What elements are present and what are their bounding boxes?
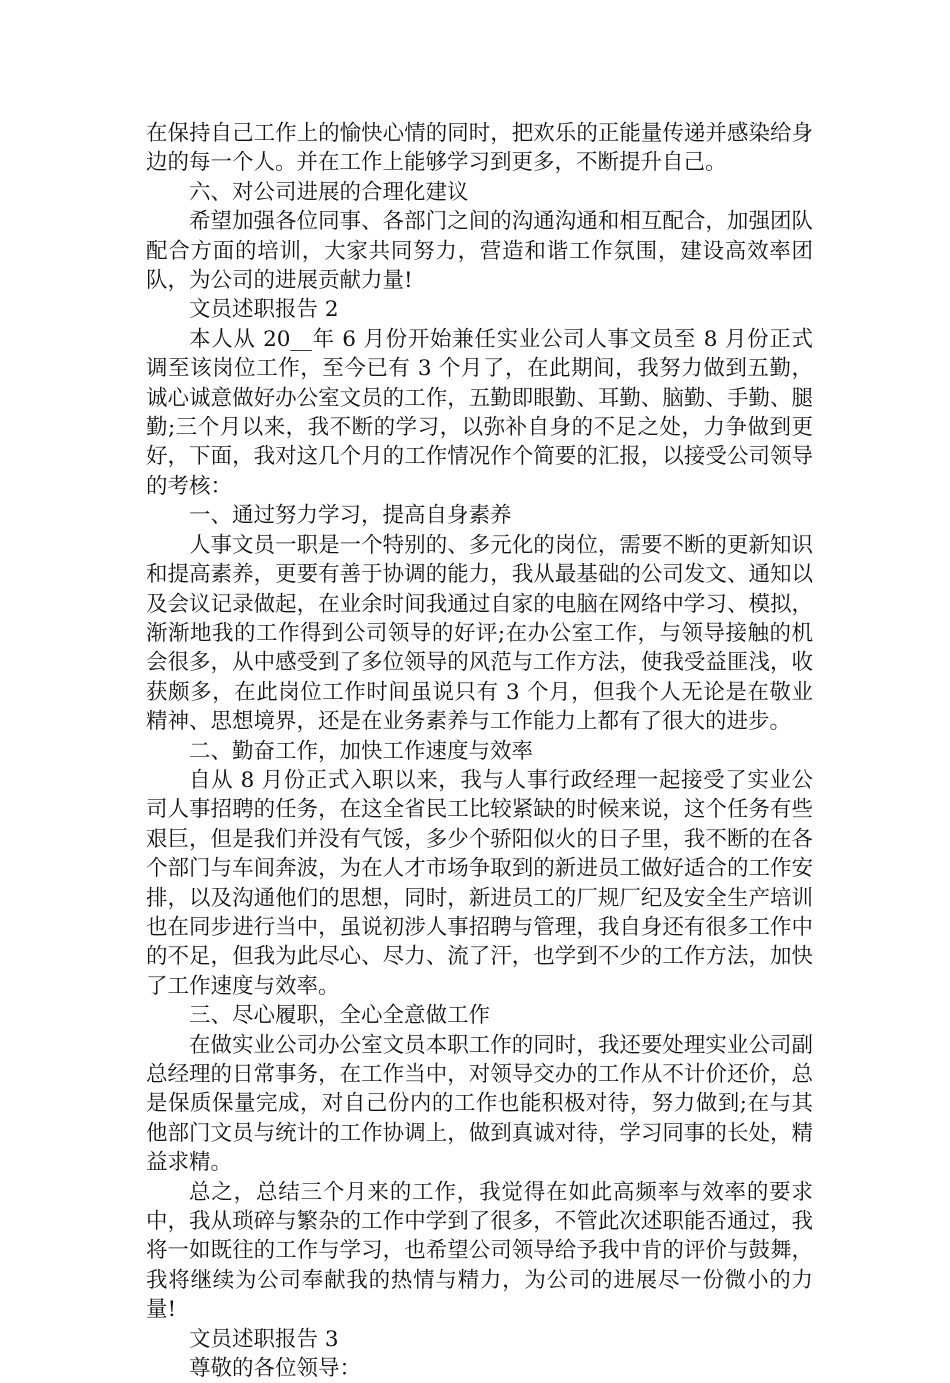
paragraph-continuation: 在保持自己工作上的愉快心情的同时，把欢乐的正能量传递并感染给身边的每一个人。并在工作上能够学习到更多，不断提升自己。: [146, 121, 813, 176]
body-paragraph: 在做实业公司办公室文员本职工作的同时，我还要处理实业公司副总经理的日常事务，在工作当中，对领导交办的工作从不计价还价，总是保质保量完成，对自己份内的工作也能积极对待，努力做到;在与其他部门文员与统计的工作协调上，做到真诚对待，学习同事的长处，精益求精。: [146, 1032, 813, 1176]
section-heading: 二、勤奋工作，加快工作速度与效率: [189, 738, 534, 764]
body-paragraph: 自从 8 月份正式入职以来，我与人事行政经理一起接受了实业公司人事招聘的任务，在这全省民工比较紧缺的时候来说，这个任务有些艰巨，但是我们并没有气馁，多少个骄阳似火的日子里，我不断的在各个部门与车间奔波，为在人才市场争取到的新进员工做好适合的工作安排，以及沟通他们的思想，同时，新进员工的厂规厂纪及安全生产培训也在同步进行当中，虽说初涉人事招聘与管理，我自身还有很多工作中的不足，但我为此尽心、尽力、流了汗，也学到不少的工作方法，加快了工作速度与效率。: [146, 767, 813, 999]
body-paragraph: 本人从 20__年 6 月份开始兼任实业公司人事文员至 8 月份正式调至该岗位工作，至今已有 3 个月了，在此期间，我努力做到五勤，诚心诚意做好办公室文员的工作，五勤即眼勤、耳勤、脑勤、手勤、腿勤;三个月以来，我不断的学习，以弥补自身的不足之处，力争做到更好，下面，我对这几个月的工作情况作个简要的汇报，以接受公司领导的考核：: [146, 326, 813, 499]
report-title: 文员述职报告 2: [189, 297, 339, 323]
report-title: 文员述职报告 3: [189, 1326, 339, 1352]
section-heading: 三、尽心履职，全心全意做工作: [189, 1003, 491, 1029]
body-paragraph: 希望加强各位同事、各部门之间的沟通沟通和相互配合，加强团队配合方面的培训，大家共同努力，营造和谐工作氛围，建设高效率团队，为公司的进展贡献力量!: [146, 209, 813, 294]
section-heading: 一、通过努力学习，提高自身素养: [189, 503, 512, 529]
salutation: 尊敬的各位领导：: [189, 1356, 362, 1382]
section-heading: 六、对公司进展的合理化建议: [189, 179, 469, 205]
body-paragraph: 人事文员一职是一个特别的、多元化的岗位，需要不断的更新知识和提高素养，更要有善于协调的能力，我从最基础的公司发文、通知以及会议记录做起，在业余时间我通过自家的电脑在网络中学习、模拟，渐渐地我的工作得到公司领导的好评;在办公室工作，与领导接触的机会很多，从中感受到了多位领导的风范与工作方法，使我受益匪浅，收获颇多，在此岗位工作时间虽说只有 3 个月，但我个人无论是在敬业精神、思想境界，还是在业务素养与工作能力上都有了很大的进步。: [146, 532, 813, 735]
document-page: [146, 119, 813, 1383]
body-paragraph: 总之，总结三个月来的工作，我觉得在如此高频率与效率的要求中，我从琐碎与繁杂的工作中学到了很多，不管此次述职能否通过，我将一如既往的工作与学习，也希望公司领导给予我中肯的评价与鼓舞，我将继续为公司奉献我的热情与精力，为公司的进展尽一份微小的力量!: [146, 1179, 813, 1323]
